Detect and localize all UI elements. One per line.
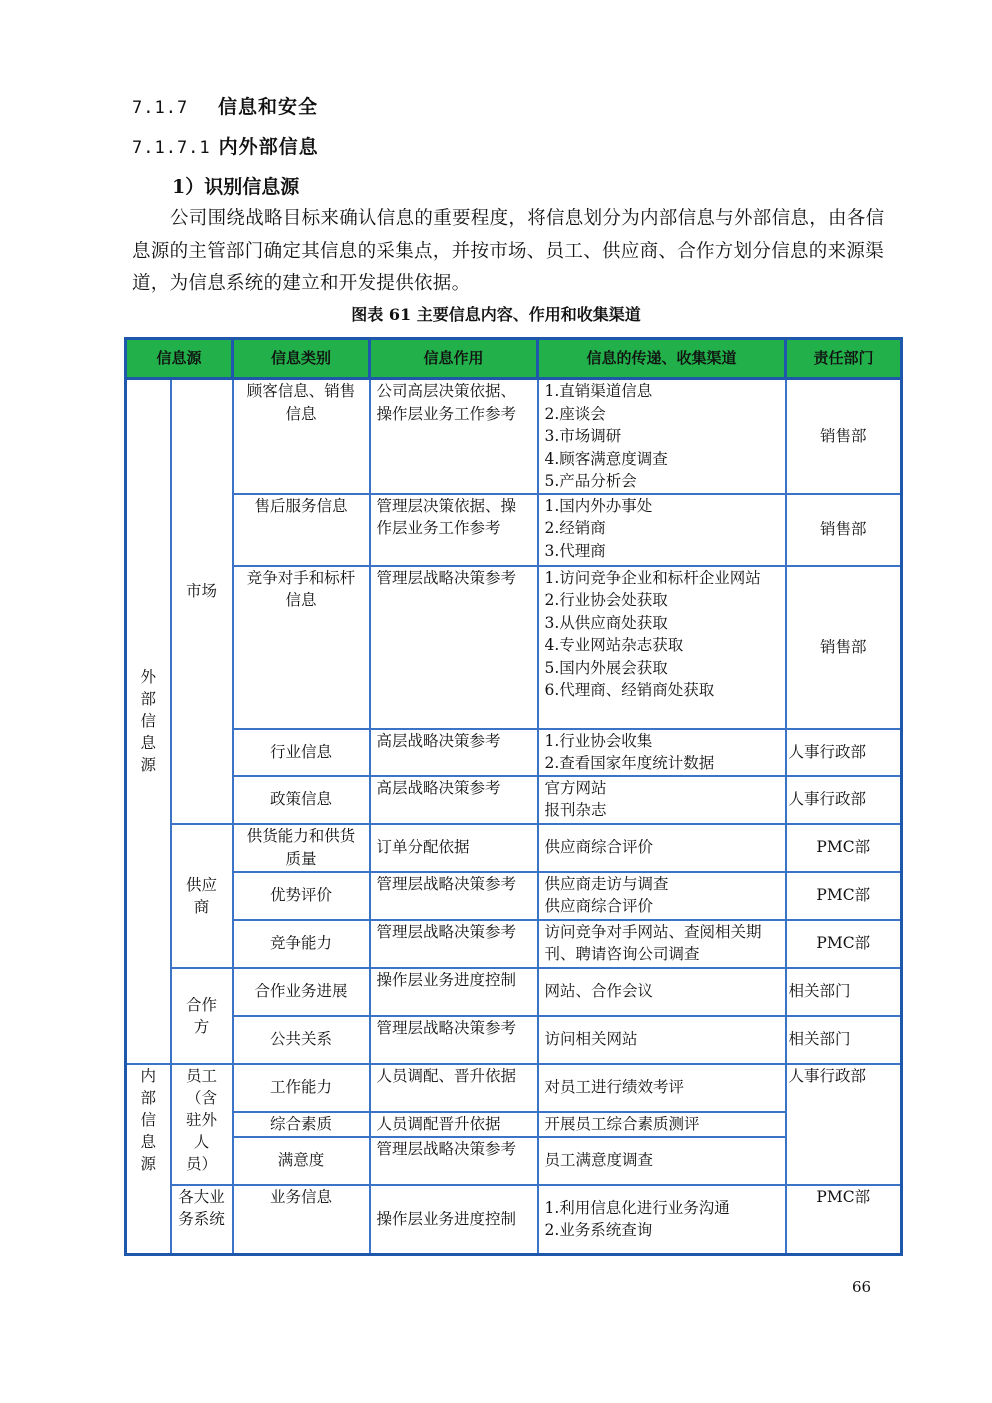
group-systems: 各大业务系统 xyxy=(171,1185,233,1255)
dept-cell: 销售部 xyxy=(786,379,902,494)
channel-item: 4.专业网站杂志获取 xyxy=(544,636,684,654)
purpose-cell: 订单分配依据 xyxy=(370,824,538,872)
category-cell: 公共关系 xyxy=(233,1016,370,1064)
channels-cell xyxy=(538,1064,786,1112)
table-row xyxy=(126,494,902,566)
dept-cell: PMC部 xyxy=(786,824,902,872)
subsection-title: 内外部信息 xyxy=(218,136,319,158)
channels-cell xyxy=(538,379,786,494)
channel-item: 2.查看国家年度统计数据 xyxy=(544,754,715,772)
dept-cell: 人事行政部 xyxy=(786,776,902,824)
table-row xyxy=(126,968,902,1016)
group-supplier: 供应商 xyxy=(171,824,233,968)
table-header-row xyxy=(126,339,902,379)
purpose-cell: 管理层战略决策参考 xyxy=(370,872,538,920)
purpose-cell: 操作层业务进度控制 xyxy=(370,1185,538,1255)
channels-cell xyxy=(538,1185,786,1255)
subsection-number: 7.1.7.1 xyxy=(132,138,211,158)
category-cell: 竞争能力 xyxy=(233,920,370,968)
channels-cell xyxy=(538,872,786,920)
internal-source-label: 内部信息源 xyxy=(126,1064,171,1255)
section-heading-7-1-7-1 xyxy=(132,132,319,159)
channels-cell xyxy=(538,1016,786,1064)
channel-item: 2.经销商 xyxy=(544,519,606,537)
subheading-identify-sources: 1）识别信息源 xyxy=(172,176,300,198)
channels-cell xyxy=(538,824,786,872)
category-cell: 优势评价 xyxy=(233,872,370,920)
dept-cell: PMC部 xyxy=(786,920,902,968)
channels-cell xyxy=(538,920,786,968)
purpose-cell: 高层战略决策参考 xyxy=(370,776,538,824)
channel-item: 1.利用信息化进行业务沟通 xyxy=(544,1198,730,1217)
channel-item: 供应商综合评价 xyxy=(544,897,654,915)
channel-item: 1.国内外办事处 xyxy=(544,496,653,515)
channels-cell xyxy=(538,566,786,729)
header-purpose: 信息作用 xyxy=(370,339,538,379)
channel-item: 2.业务系统查询 xyxy=(544,1221,653,1240)
purpose-cell: 管理层战略决策参考 xyxy=(370,1016,538,1064)
channel-item: 2.行业协会处获取 xyxy=(544,591,668,609)
category-cell: 合作业务进展 xyxy=(233,968,370,1016)
purpose-cell: 操作层业务进度控制 xyxy=(370,968,538,1016)
channel-item: 5.国内外展会获取 xyxy=(544,658,668,677)
channel-item: 访问相关网站 xyxy=(544,1030,638,1049)
category-cell: 顾客信息、销售信息 xyxy=(233,379,370,494)
dept-cell: 相关部门 xyxy=(786,1016,902,1064)
table-row xyxy=(126,1112,902,1137)
category-cell: 行业信息 xyxy=(233,729,370,776)
category-cell: 政策信息 xyxy=(233,776,370,824)
page-number: 66 xyxy=(852,1278,872,1296)
channel-item: 开展员工综合素质测评 xyxy=(544,1114,700,1133)
category-cell: 综合素质 xyxy=(233,1112,370,1137)
section-heading-7-1-7 xyxy=(132,92,318,119)
body-paragraph: 公司围绕战略目标来确认信息的重要程度，将信息划分为内部信息与外部信息，由各信息源的主管部门确定其信息的采集点，并按市场、员工、供应商、合作方划分信息的来源渠道，为信息系统的建立和开发提供依据。 xyxy=(132,208,885,294)
dept-cell: PMC部 xyxy=(786,1185,902,1255)
dept-cell: PMC部 xyxy=(786,872,902,920)
channels-cell xyxy=(538,968,786,1016)
group-partner: 合作方 xyxy=(171,968,233,1064)
header-channels: 信息的传递、收集渠道 xyxy=(538,339,786,379)
purpose-cell: 管理层战略决策参考 xyxy=(370,1137,538,1185)
channel-item: 3.从供应商处获取 xyxy=(544,613,668,632)
purpose-cell: 管理层决策依据、操作层业务工作参考 xyxy=(370,494,538,566)
category-cell: 业务信息 xyxy=(233,1185,370,1255)
channel-item: 2.座谈会 xyxy=(544,404,606,423)
header-category: 信息类别 xyxy=(233,339,370,379)
channel-item: 网站、合作会议 xyxy=(544,982,654,1001)
table-row xyxy=(126,729,902,776)
category-cell: 售后服务信息 xyxy=(233,494,370,566)
channel-item: 报刊杂志 xyxy=(544,801,607,819)
section-title: 信息和安全 xyxy=(218,96,319,118)
channels-cell xyxy=(538,1112,786,1137)
channel-item: 1.行业协会收集 xyxy=(544,731,653,750)
header-dept: 责任部门 xyxy=(786,339,902,379)
purpose-cell: 人员调配晋升依据 xyxy=(370,1112,538,1137)
channel-item: 5.产品分析会 xyxy=(544,472,637,490)
purpose-cell: 高层战略决策参考 xyxy=(370,729,538,776)
category-cell: 供货能力和供货质量 xyxy=(233,824,370,872)
channel-item: 员工满意度调查 xyxy=(544,1151,654,1170)
table-row xyxy=(126,776,902,824)
channels-cell xyxy=(538,1137,786,1185)
info-sources-table xyxy=(124,337,903,1256)
channel-item: 官方网站 xyxy=(544,778,607,797)
dept-cell: 销售部 xyxy=(786,494,902,566)
category-cell: 竞争对手和标杆信息 xyxy=(233,566,370,729)
purpose-cell: 人员调配、晋升依据 xyxy=(370,1064,538,1112)
table-caption: 图表 61 主要信息内容、作用和收集渠道 xyxy=(351,305,641,324)
table-row xyxy=(126,824,902,872)
table-row xyxy=(126,920,902,968)
group-staff: 员工（含驻外人员） xyxy=(171,1064,233,1185)
purpose-cell: 管理层战略决策参考 xyxy=(370,920,538,968)
table-row xyxy=(126,379,902,494)
channels-cell xyxy=(538,729,786,776)
channel-item: 1.直销渠道信息 xyxy=(544,382,653,400)
section-number: 7.1.7 xyxy=(132,98,189,118)
dept-cell: 人事行政部 xyxy=(786,729,902,776)
table-row xyxy=(126,1064,902,1112)
channel-item: 3.市场调研 xyxy=(544,427,622,445)
table-row xyxy=(126,1185,902,1255)
channels-cell xyxy=(538,494,786,566)
purpose-cell: 公司高层决策依据、操作层业务工作参考 xyxy=(370,379,538,494)
channel-item: 6.代理商、经销商处获取 xyxy=(544,681,715,699)
table-row xyxy=(126,566,902,729)
channel-item: 供应商走访与调查 xyxy=(544,874,669,893)
purpose-cell: 管理层战略决策参考 xyxy=(370,566,538,729)
header-source: 信息源 xyxy=(126,339,233,379)
channel-item: 3.代理商 xyxy=(544,541,606,560)
dept-cell: 销售部 xyxy=(786,566,902,729)
channel-item: 对员工进行绩效考评 xyxy=(544,1078,685,1097)
dept-cell: 相关部门 xyxy=(786,968,902,1016)
table-row xyxy=(126,872,902,920)
channel-item: 访问竞争对手网站、查阅相关期刊、聘请咨询公司调查 xyxy=(544,922,762,963)
category-cell: 满意度 xyxy=(233,1137,370,1185)
category-cell: 工作能力 xyxy=(233,1064,370,1112)
group-market: 市场 xyxy=(171,379,233,824)
channel-item: 供应商综合评价 xyxy=(544,838,654,857)
channel-item: 1.访问竞争企业和标杆企业网站 xyxy=(544,568,761,587)
channel-item: 4.顾客满意度调查 xyxy=(544,449,668,468)
channels-cell xyxy=(538,776,786,824)
table-row xyxy=(126,1137,902,1185)
table-row xyxy=(126,1016,902,1064)
external-source-label: 外部信息源 xyxy=(126,379,171,1064)
dept-cell: 人事行政部 xyxy=(786,1064,902,1185)
